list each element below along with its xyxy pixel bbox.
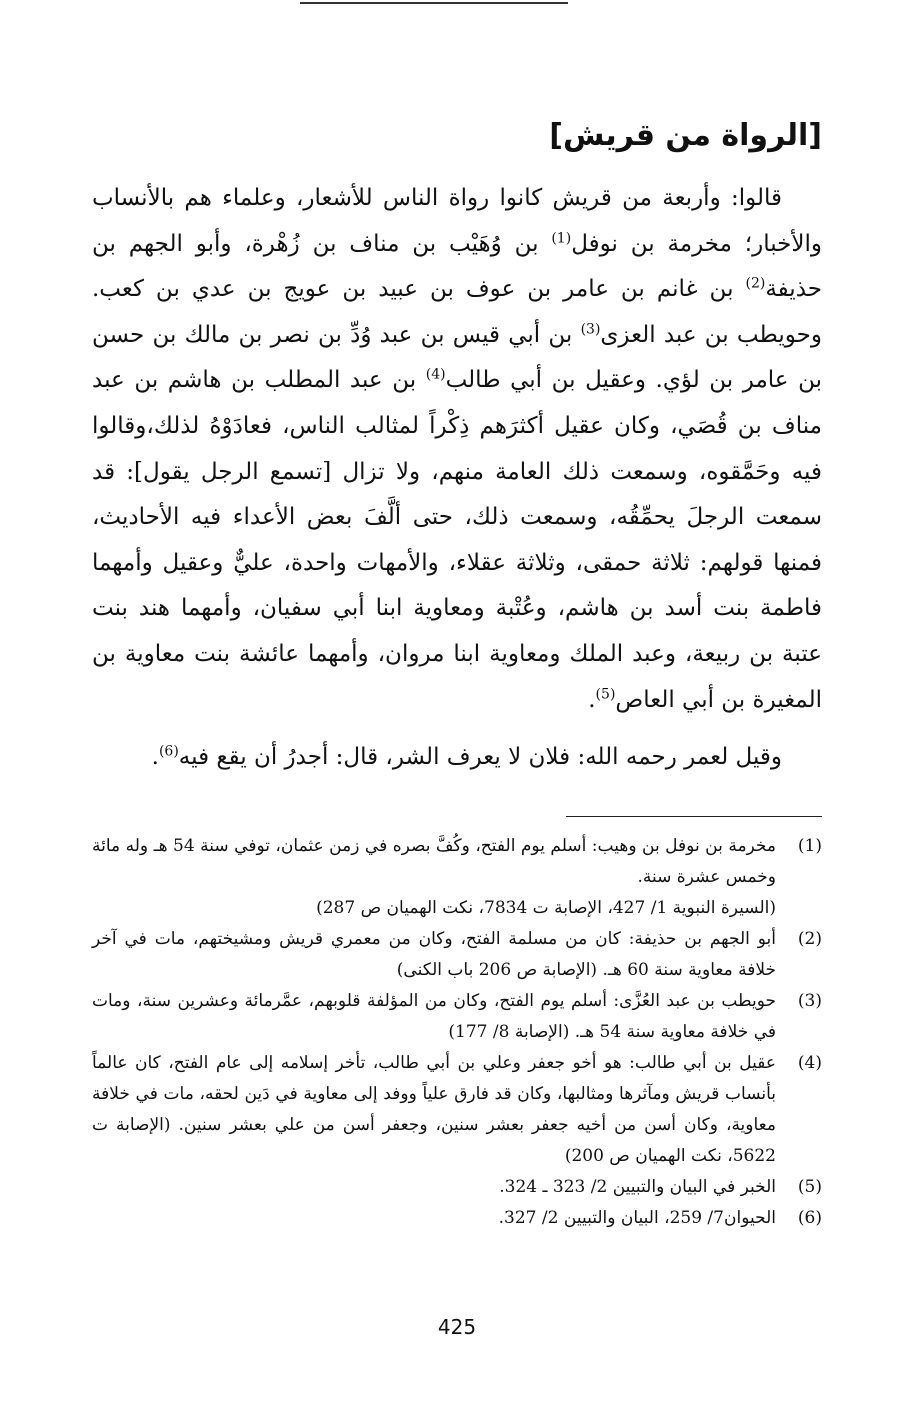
footnote-ref[interactable]: (1) bbox=[551, 229, 572, 246]
footnote-number: (2) bbox=[797, 928, 822, 949]
footnote-6 bbox=[92, 1203, 822, 1234]
paragraph-1 bbox=[92, 176, 822, 723]
footnote-ref[interactable]: (3) bbox=[580, 321, 601, 338]
page-content bbox=[92, 118, 822, 1234]
footnotes bbox=[92, 831, 822, 1234]
footnote-ref[interactable]: (5) bbox=[595, 685, 616, 702]
paragraph-2 bbox=[92, 735, 822, 781]
text-run: بن وُهَيْب بن مناف بن زُهْرة، وأبو الجهم بن حذيفة bbox=[92, 230, 822, 303]
footnote-1 bbox=[92, 831, 822, 924]
footnote-ref[interactable]: (4) bbox=[425, 366, 446, 383]
text-run: . bbox=[151, 744, 159, 771]
footnote-number: (1) bbox=[797, 835, 822, 856]
footnote-body bbox=[92, 1048, 776, 1172]
footnote-line: حويطب بن عبد العُزَّى: أسلم يوم الفتح، وكان من المؤلفة قلوبهم، عمَّرمائة وعشرين سنة، ومات في خلافة معاوية سنة 54 هـ. (الإصابة 8/ 177) bbox=[92, 990, 776, 1042]
footnote-line: مخرمة بن نوفل بن وهيب: أسلم يوم الفتح، وكُفَّ بصره في زمن عثمان، توفي سنة 54 هـ وله مائة وخمس عشرة سنة. bbox=[92, 835, 777, 887]
footnote-number: (3) bbox=[797, 990, 822, 1011]
footnote-body bbox=[92, 831, 776, 924]
text-run: قالوا: وأربعة من قريش كانوا رواة الناس للأشعار، وعلماء هم بالأنساب والأخبار؛ مخرمة بن نوفل bbox=[92, 185, 822, 257]
footnote-line: (السيرة النبوية 1/ 427، الإصابة ت 7834، نكت الهميان ص 287) bbox=[316, 897, 776, 918]
main-text bbox=[92, 176, 822, 781]
text-run: بن غانم بن عامر بن عوف بن عبيد بن عويج بن عدي بن كعب. وحويطب بن عبد العزى bbox=[92, 276, 822, 348]
footnote-divider bbox=[566, 816, 822, 817]
footnote-5 bbox=[92, 1172, 822, 1203]
footnote-3 bbox=[92, 986, 822, 1048]
footnote-line: الحيوان7/ 259، البيان والتبيين 2/ 327. bbox=[498, 1207, 776, 1228]
footnote-number: (5) bbox=[797, 1176, 822, 1197]
footnote-number: (4) bbox=[797, 1052, 822, 1073]
text-run: وقيل لعمر رحمه الله: فلان لا يعرف الشر، قال: أجدرُ أن يقع فيه bbox=[178, 744, 782, 771]
footnote-body bbox=[92, 924, 776, 986]
footnote-body bbox=[92, 986, 776, 1048]
page-number: 425 bbox=[437, 1315, 477, 1339]
footnote-2 bbox=[92, 924, 822, 986]
text-run: بن عبد المطلب بن هاشم بن عبد مناف بن قُصَي، وكان عقيل أكثرَهم ذِكْراً لمثالب الناس، فعادَوْهُ لذلك،وقالوا فيه وحَمَّقوه، وسمعت ذلك العامة منهم، ولا تزال [تسمع الرجل يقول]: قد سمعت الرجلَ يحمِّقُه، وسمعت ذلك، حتى ألَّفَ بعض الأعداء فيه الأحاديث، فمنها قولهم: ثلاثة حمقى، وثلاثة عقلاء، والأمهات واحدة، عليٌّ وعقيل وأمهما فاطمة بنت أسد بن هاشم، وعُتْبة ومعاوية ابنا أبي سفيان، وأمهما هند بنت عتبة بن ربيعة، وعبد الملك ومعاوية ابنا مروان، وأمهما عائشة بنت معاوية بن المغيرة بن أبي العاص bbox=[92, 367, 822, 713]
footnote-line: أبو الجهم بن حذيفة: كان من مسلمة الفتح، وكان من معمري قريش ومشيختهم، مات في آخر خلافة معاوية سنة 60 هـ. (الإصابة ص 206 باب الكنى) bbox=[92, 928, 776, 980]
footnote-body bbox=[92, 1172, 776, 1203]
text-run: بن أبي قيس بن عبد وُدِّ بن نصر بن مالك بن حسن بن عامر بن لؤي. وعقيل بن أبي طالب bbox=[92, 321, 823, 394]
footnote-ref[interactable]: (6) bbox=[158, 743, 179, 760]
footnote-line: الخبر في البيان والتبيين 2/ 323 ـ 324. bbox=[499, 1176, 776, 1197]
section-heading: [الرواة من قريش] bbox=[549, 118, 822, 153]
footnote-4 bbox=[92, 1048, 822, 1172]
text-run: . bbox=[588, 686, 596, 713]
top-rule bbox=[300, 2, 568, 4]
footnote-ref[interactable]: (2) bbox=[745, 275, 766, 292]
footnote-body bbox=[92, 1203, 776, 1234]
footnote-number: (6) bbox=[797, 1207, 822, 1228]
footnote-line: عقيل بن أبي طالب: هو أخو جعفر وعلي بن أبي طالب، تأخر إسلامه إلى عام الفتح، كان عالماً بأنساب قريش ومآثرها ومثالبها، وكان قد فارق علياً ووفد إلى معاوية في دَين لحقه، مات في خلافة معاوية، وكان أسن من أخيه جعفر بعشر سنين، وجعفر أسن من علي بعشر سنين. (الإصابة ت 5622، نكت الهميان ص 200) bbox=[92, 1052, 776, 1166]
